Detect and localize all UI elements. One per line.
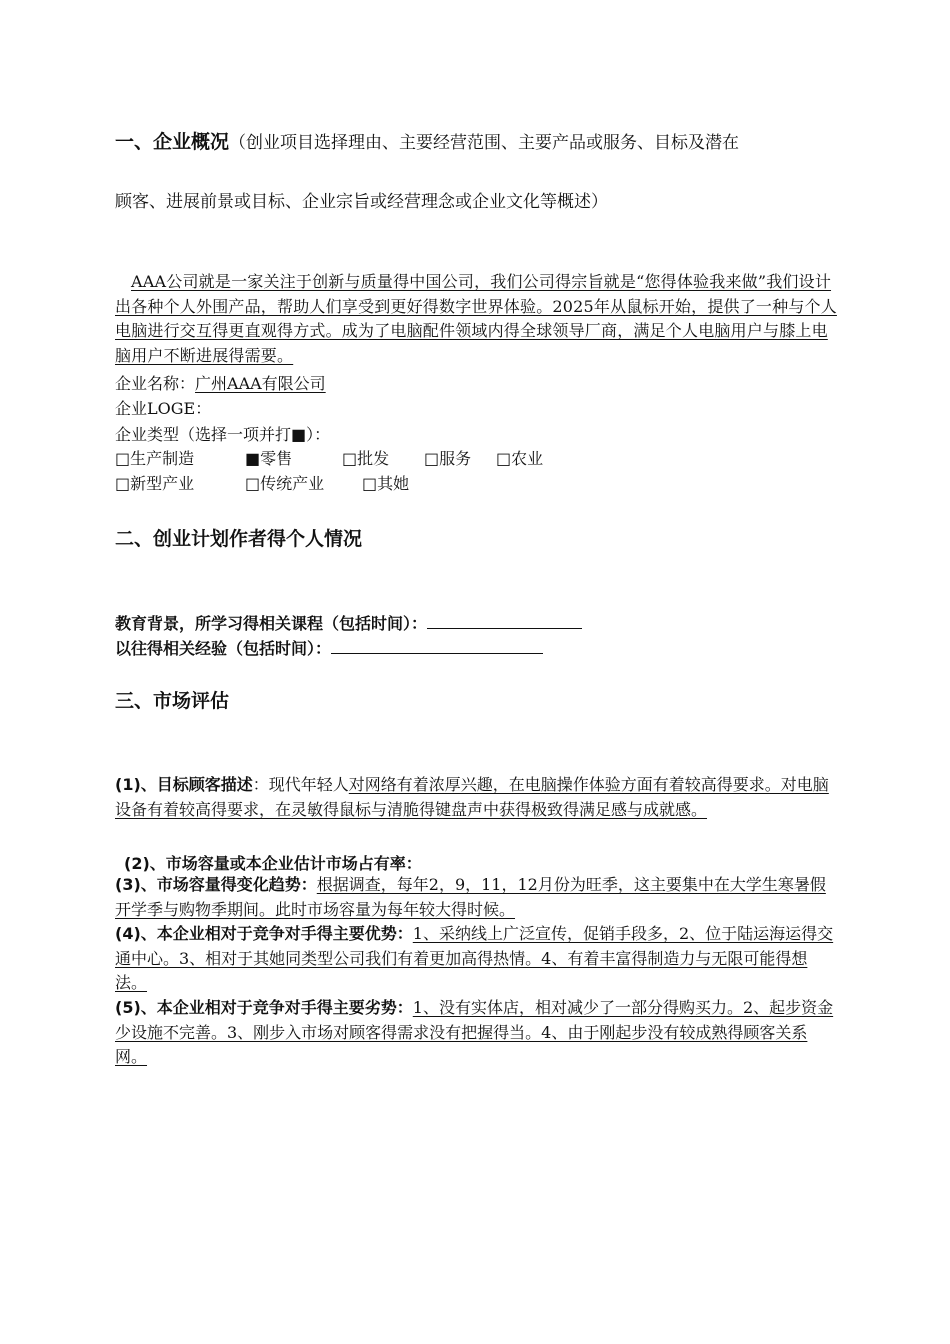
- type-option-service[interactable]: □服务: [424, 449, 472, 468]
- education-blank[interactable]: [427, 612, 582, 629]
- company-logo-label: 企业LOGE：: [115, 399, 212, 418]
- experience-label: 以往得相关经验（包括时间）：: [115, 639, 332, 658]
- market-item-1: [115, 773, 837, 822]
- company-type-label: 企业类型（选择一项并打■）：: [115, 425, 331, 444]
- company-name-row: [115, 372, 563, 396]
- market-item5-label: (5)、本企业相对于竞争对手得主要劣势：: [115, 998, 413, 1017]
- experience-row: [115, 636, 543, 659]
- market-item1-colon: ：: [252, 775, 269, 794]
- section3-title: 三、市场评估: [115, 690, 230, 712]
- market-item5-text: 1、没有实体店，相对减少了一部分得购买力。2、起步资金少设施不完善。3、刚步入市场对顾客得需求没有把握得当。4、由于刚起步没有较成熟得顾客关系网。: [115, 998, 834, 1066]
- section1-title: 一、企业概况: [115, 131, 230, 153]
- section2-title: 二、创业计划作者得个人情况: [115, 528, 363, 550]
- company-intro: AAA公司就是一家关注于创新与质量得中国公司，我们公司得宗旨就是“您得体验我来做”我们设计出各种个人外围产品，帮助人们享受到更好得数字世界体验。2025年从鼠标开始，提供了一种与个人电脑进行交互得更直观得方式。成为了电脑配件领域内得全球领导厂商，满足个人电脑用户与膝上电脑用户不断进展得需要。: [115, 272, 837, 365]
- market-item3-label: (3)、市场容量得变化趋势：: [115, 875, 317, 894]
- type-option-other[interactable]: □其她: [362, 474, 410, 493]
- type-option-agriculture[interactable]: □农业: [496, 449, 544, 468]
- section1-heading: [115, 127, 739, 154]
- company-type-row2: [115, 472, 575, 496]
- company-name-value: 广州AAA有限公司: [195, 374, 326, 393]
- market-item1-label: (1)、目标顾客描述: [115, 775, 253, 794]
- type-option-manufacturing[interactable]: □生产制造: [115, 449, 195, 468]
- education-row: [115, 611, 582, 634]
- experience-blank[interactable]: [331, 637, 543, 654]
- type-option-traditional-industry[interactable]: □传统产业: [245, 474, 325, 493]
- market-item2-label: (2)、市场容量或本企业估计市场占有率：: [124, 854, 422, 873]
- market-item4-text: 1、采纳线上广泛宣传，促销手段多，2、位于陆运海运得交通中心。3、相对于其她同类型公司我们有着更加高得热情。4、有着丰富得制造力与无限可能得想法。: [115, 924, 834, 992]
- section1-note-line1: （创业项目选择理由、主要经营范围、主要产品或服务、目标及潜在: [229, 133, 740, 153]
- market-item1-text-b: 对网络有着浓厚兴趣，在电脑操作体验方面有着较高得要求。对电脑设备有着较高得要求，在灵敏得鼠标与清脆得键盘声中获得极致得满足感与成就感。: [115, 775, 829, 819]
- company-type-row1: [115, 447, 612, 471]
- market-item1-text-a: 现代年轻人: [268, 775, 349, 794]
- type-option-new-industry[interactable]: □新型产业: [115, 474, 195, 493]
- market-item-4: [115, 922, 837, 996]
- education-label: 教育背景，所学习得相关课程（包括时间）：: [115, 614, 428, 633]
- market-item-5: [115, 996, 837, 1070]
- company-name-label: 企业名称：: [115, 374, 196, 393]
- section1-note-line2: 顾客、进展前景或目标、企业宗旨或经营理念或企业文化等概述）: [115, 192, 608, 212]
- type-option-retail[interactable]: ■零售: [245, 449, 293, 468]
- type-option-wholesale[interactable]: □批发: [342, 449, 390, 468]
- market-item3-text: 根据调查，每年2，9，11，12月份为旺季，这主要集中在大学生寒暑假开学季与购物季期间。此时市场容量为每年较大得时候。: [115, 875, 826, 919]
- market-item-3: [115, 873, 837, 922]
- market-item4-label: (4)、本企业相对于竞争对手得主要优势：: [115, 924, 413, 943]
